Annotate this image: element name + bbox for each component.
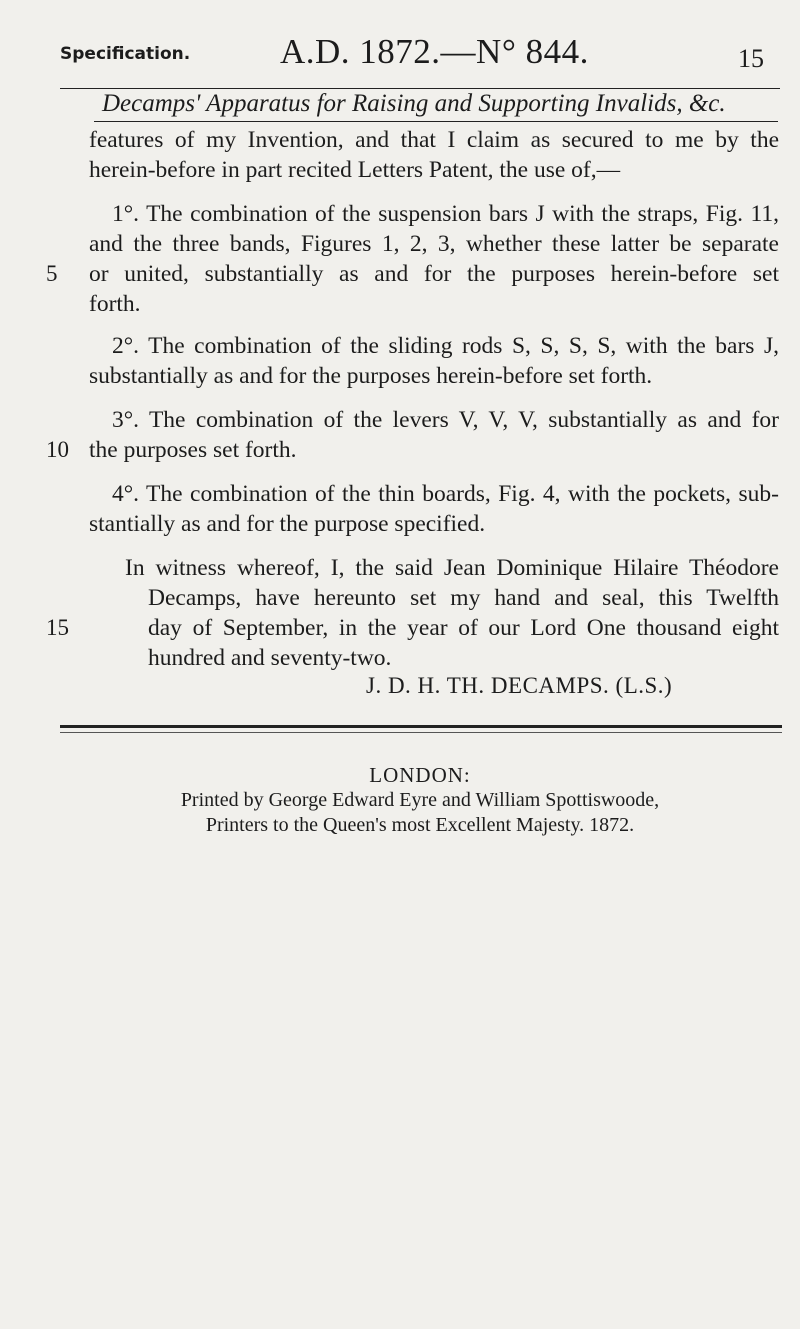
subtitle-rule [94,121,778,122]
imprint-printer-title: Printers to the Queen's most Excellent Majesty. 1872. [205,814,635,836]
body-line: forth. [89,291,141,317]
body-line: day of September, in the year of our Lord One thousand eight [148,615,779,641]
imprint-place: LONDON: [369,763,471,787]
signature: J. D. H. TH. DECAMPS. (L.S.) [366,673,673,698]
body-line: and the three bands, Figures 1, 2, 3, whether these latter be separate [89,231,779,257]
document-title: A.D. 1872.—N° 844. [280,32,589,71]
body-line: In witness whereof, I, the said Jean Dominique Hilaire Théodore [125,555,779,581]
imprint-printer: Printed by George Edward Eyre and William Spottiswoode, [180,789,660,811]
footer-rule-thin [60,732,782,733]
page-number: 15 [738,44,764,73]
line-number: 10 [46,437,69,462]
line-number: 5 [46,261,58,286]
body-line: Decamps, have hereunto set my hand and seal, this Twelfth [148,585,779,611]
section-label: Specification. [60,44,191,64]
footer-rule-thick [60,725,782,728]
body-line: herein-before in part recited Letters Patent, the use of,— [89,157,621,183]
body-line: features of my Invention, and that I claim as secured to me by the [89,127,779,153]
body-line: substantially as and for the purposes herein-before set forth. [89,363,653,389]
body-line: 4°. The combination of the thin boards, Fig. 4, with the pockets, sub- [112,481,779,507]
body-line: 2°. The combination of the sliding rods S, S, S, S, with the bars J, [112,333,779,359]
body-line: hundred and seventy-two. [148,645,392,671]
body-line: the purposes set forth. [89,437,297,463]
running-title: Decamps' Apparatus for Raising and Supporting Invalids, &c. [102,90,726,117]
header-rule [60,88,780,89]
body-line: stantially as and for the purpose specified. [89,511,486,537]
body-line: 3°. The combination of the levers V, V, V, substantially as and for [112,407,779,433]
body-line: or united, substantially as and for the purposes herein-before set [89,261,779,287]
body-line: 1°. The combination of the suspension bars J with the straps, Fig. 11, [112,201,779,227]
line-number: 15 [46,615,69,640]
